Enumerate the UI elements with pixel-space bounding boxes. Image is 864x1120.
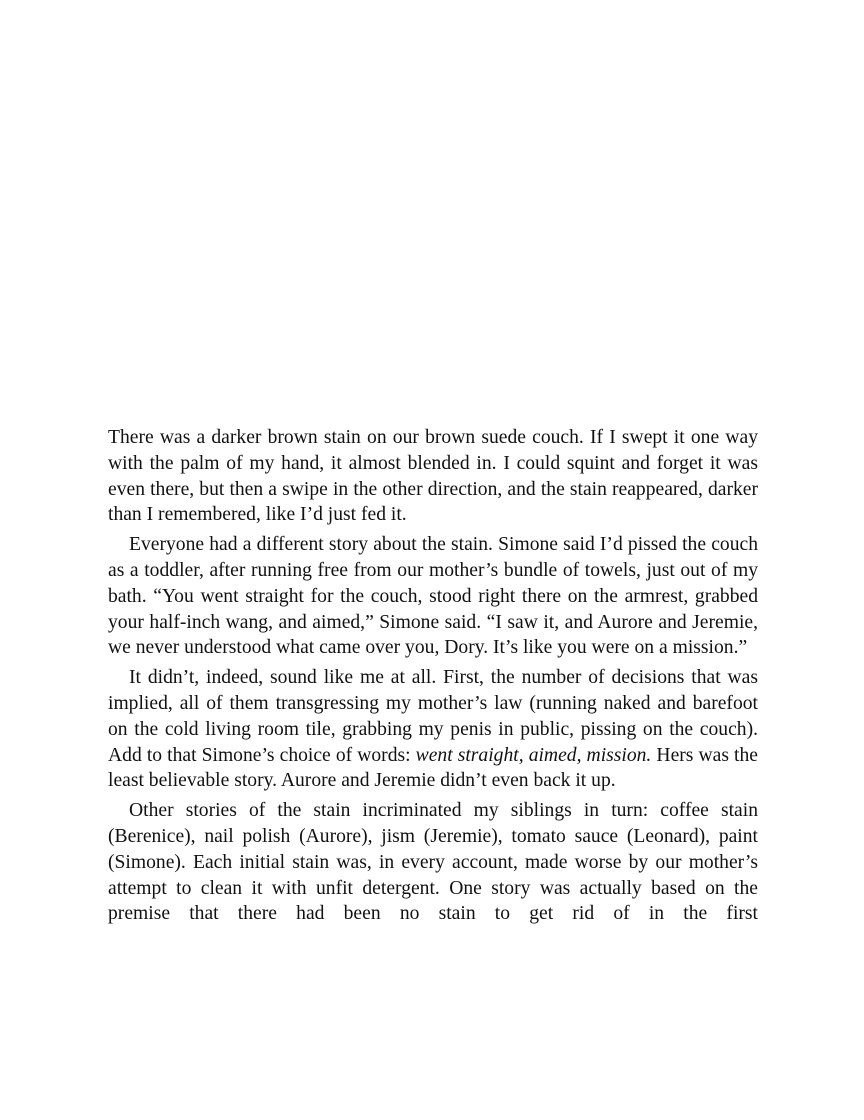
paragraph-1 — [108, 425, 758, 528]
body-text — [108, 425, 758, 931]
paragraph-4-text: Other stories of the stain incriminated my siblings in turn: coffee stain (Berenice), nail polish (Aurore), jism (Jeremie), tomato sauce (Leonard), paint (Simone). Each initial stain was, in every account, made worse by our mother’s attempt to clean it with unfit detergent. One story was actually based on the premise that there had been no stain to get rid of in the first — [108, 800, 758, 925]
paragraph-3-italic-phrase: went straight, aimed, mission. — [415, 744, 652, 766]
paragraph-2-text: Everyone had a different story about the stain. Simone said I’d pissed the couch as a toddler, after running free from our mother’s bundle of towels, just out of my bath. “You went straight for the couch, stood right there on the armrest, grabbed your half-inch wang, and aimed,” Simone said. “I saw it, and Aurore and Jeremie, we never understood what came over you, Dory. It’s like you were on a mission.” — [108, 534, 758, 659]
paragraph-3-text-b: Hers was the least believable story. Aurore and Jeremie didn’t even back it up. — [108, 744, 758, 792]
paragraph-3 — [108, 665, 758, 794]
paragraph-1-text: There was a darker brown stain on our brown suede couch. If I swept it one way with the palm of my hand, it almost blended in. I could squint and forget it was even there, but then a swipe in the other direction, and the stain reappeared, darker than I remembered, like I’d just fed it. — [108, 427, 758, 526]
paragraph-4 — [108, 798, 758, 927]
paragraph-3-text-a: It didn’t, indeed, sound like me at all. First, the number of decisions that was implied, all of them transgressing my mother’s law (running naked and barefoot on the cold living room tile, grabbing my penis in public, pissing on the couch). Add to that Simone’s choice of words: — [108, 667, 758, 766]
paragraph-2 — [108, 532, 758, 661]
